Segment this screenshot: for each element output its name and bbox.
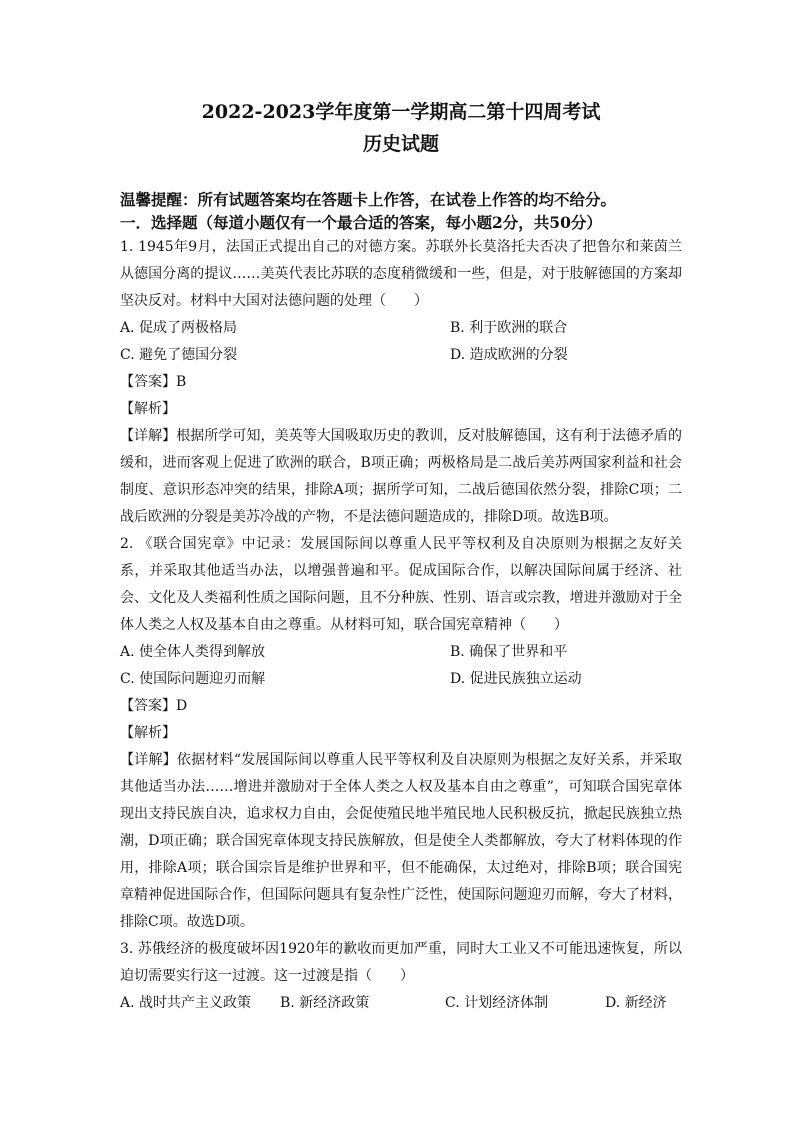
question-stem: 1. 1945年9月，法国正式提出自己的对德方案。苏联外长莫洛托夫否决了把鲁尔和莱茵兰从德国分离的提议……美英代表比苏联的态度稍微缓和一些，但是，对于肢解德国的方案却坚决反对。材料中大国对法德问题的处理（ ）	[120, 239, 682, 309]
option-c: C. 避免了德国分裂	[120, 347, 238, 363]
exam-subject: 历史试题	[362, 133, 439, 155]
question-3	[120, 936, 682, 1017]
option-a: A. 使全体人类得到解放	[120, 644, 266, 660]
title-block	[120, 96, 682, 160]
question-2	[120, 531, 682, 936]
detail-explanation: 【详解】根据所学可知，美英等大国吸取历史的教训，反对肢解德国，这有利于法德矛盾的缓和，进而客观上促进了欧洲的联合，B项正确；两极格局是二战后美苏两国家利益和社会制度、意识形态冲突的结果，排除A项；据所学可知，二战后德国依然分裂，排除C项；二战后欧洲的分裂是美苏冷战的产物，不是法德问题造成的，排除D项。故选B项。	[120, 428, 682, 525]
section-heading: 一．选择题（每道小题仅有一个最合适的答案，每小题2分，共50分）	[120, 213, 602, 232]
options	[120, 315, 682, 369]
answer: 【答案】B	[120, 374, 187, 390]
analysis-label: 【解析】	[120, 401, 176, 417]
option-c: C. 计划经济体制	[445, 995, 549, 1011]
question-stem: 3. 苏俄经济的极度破坏因1920年的歉收而更加严重，同时大工业又不可能迅速恢复，所以迫切需要实行这一过渡。这一过渡是指（ ）	[120, 941, 682, 984]
answer: 【答案】D	[120, 698, 188, 714]
question-1	[120, 234, 682, 531]
question-stem: 2. 《联合国宪章》中记录：发展国际间以尊重人民平等权利及自决原则为根据之友好关系，并采取其他适当办法，以增强普遍和平。促成国际合作，以解决国际间属于经济、社会、文化及人类福利性质之国际问题，且不分种族、性别、语言或宗教，增进并激励对于全体人类之人权及基本自由之尊重。从材料可知，联合国宪章精神（ ）	[120, 536, 682, 633]
option-a: A. 战时共产主义政策	[120, 995, 252, 1011]
option-a: A. 促成了两极格局	[120, 320, 238, 336]
option-b: B. 确保了世界和平	[450, 644, 568, 660]
options	[120, 990, 682, 1017]
notice: 温馨提醒：所有试题答案均在答题卡上作答，在试卷上作答的均不给分。	[120, 190, 617, 209]
option-d: D. 新经济	[605, 995, 667, 1011]
option-d: D. 造成欧洲的分裂	[450, 347, 568, 363]
option-b: B. 利于欧洲的联合	[450, 320, 568, 336]
option-d: D. 促进民族独立运动	[450, 671, 582, 687]
detail-explanation: 【详解】依据材料“发展国际间以尊重人民平等权利及自决原则为根据之友好关系，并采取其他适当办法……增进并激励对于全体人类之人权及基本自由之尊重”，可知联合国宪章体现出支持民族自决，追求权力自由，会促使殖民地半殖民地人民积极反抗，掀起民族独立热潮，D项正确；联合国宪章体现支持民族解放，但是使全人类都解放，夸大了材料体现的作用，排除A项；联合国宗旨是维护世界和平，但不能确保，太过绝对，排除B项；联合国宪章精神促进国际合作，但国际问题具有复杂性广泛性，使国际问题迎刃而解，夸大了材料，排除C项。故选D项。	[120, 752, 682, 930]
options	[120, 639, 682, 693]
option-c: C. 使国际问题迎刃而解	[120, 671, 266, 687]
option-b: B. 新经济政策	[280, 995, 370, 1011]
analysis-label: 【解析】	[120, 725, 176, 741]
exam-title: 2022-2023学年度第一学期高二第十四周考试	[201, 101, 601, 123]
